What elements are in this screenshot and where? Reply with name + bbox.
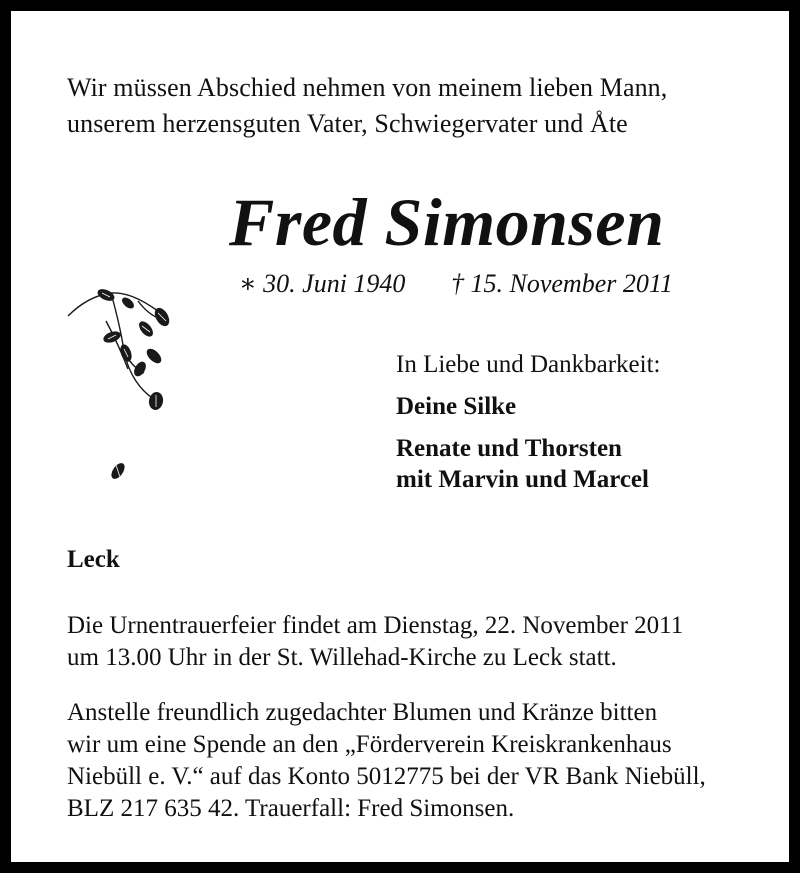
intro-line-1: Wir müssen Abschied nehmen von meinem lieben Mann, <box>67 73 668 102</box>
signature-intro: In Liebe und Dankbarkeit: <box>396 351 661 378</box>
birch-branch-icon <box>66 281 181 496</box>
deceased-name: Fred Simonsen <box>229 184 665 260</box>
signature-line-2: Renate und Thorsten <box>396 435 622 462</box>
intro-line-2: unserem herzensguten Vater, Schwiegervater und Åte <box>67 109 628 138</box>
donation-line-2: wir um eine Spende an den „Förderverein Kreiskrankenhaus <box>67 731 672 758</box>
place: Leck <box>67 546 120 573</box>
donation-line-4: BLZ 217 635 42. Trauerfall: Fred Simonsen. <box>67 795 515 822</box>
donation-line-1: Anstelle freundlich zugedachter Blumen und Kränze bitten <box>67 699 658 726</box>
death-date: † 15. November 2011 <box>451 269 673 298</box>
birth-date: ∗ 30. Juni 1940 <box>239 269 406 298</box>
signature-line-3: mit Marvin und Marcel <box>396 466 649 493</box>
ceremony-line-1: Die Urnentrauerfeier findet am Dienstag, 22. November 2011 <box>67 612 684 639</box>
signature-line-1: Deine Silke <box>396 393 517 420</box>
donation-line-3: Niebüll e. V.“ auf das Konto 5012775 bei der VR Bank Niebüll, <box>67 763 706 790</box>
ceremony-line-2: um 13.00 Uhr in der St. Willehad-Kirche zu Leck statt. <box>67 644 617 671</box>
